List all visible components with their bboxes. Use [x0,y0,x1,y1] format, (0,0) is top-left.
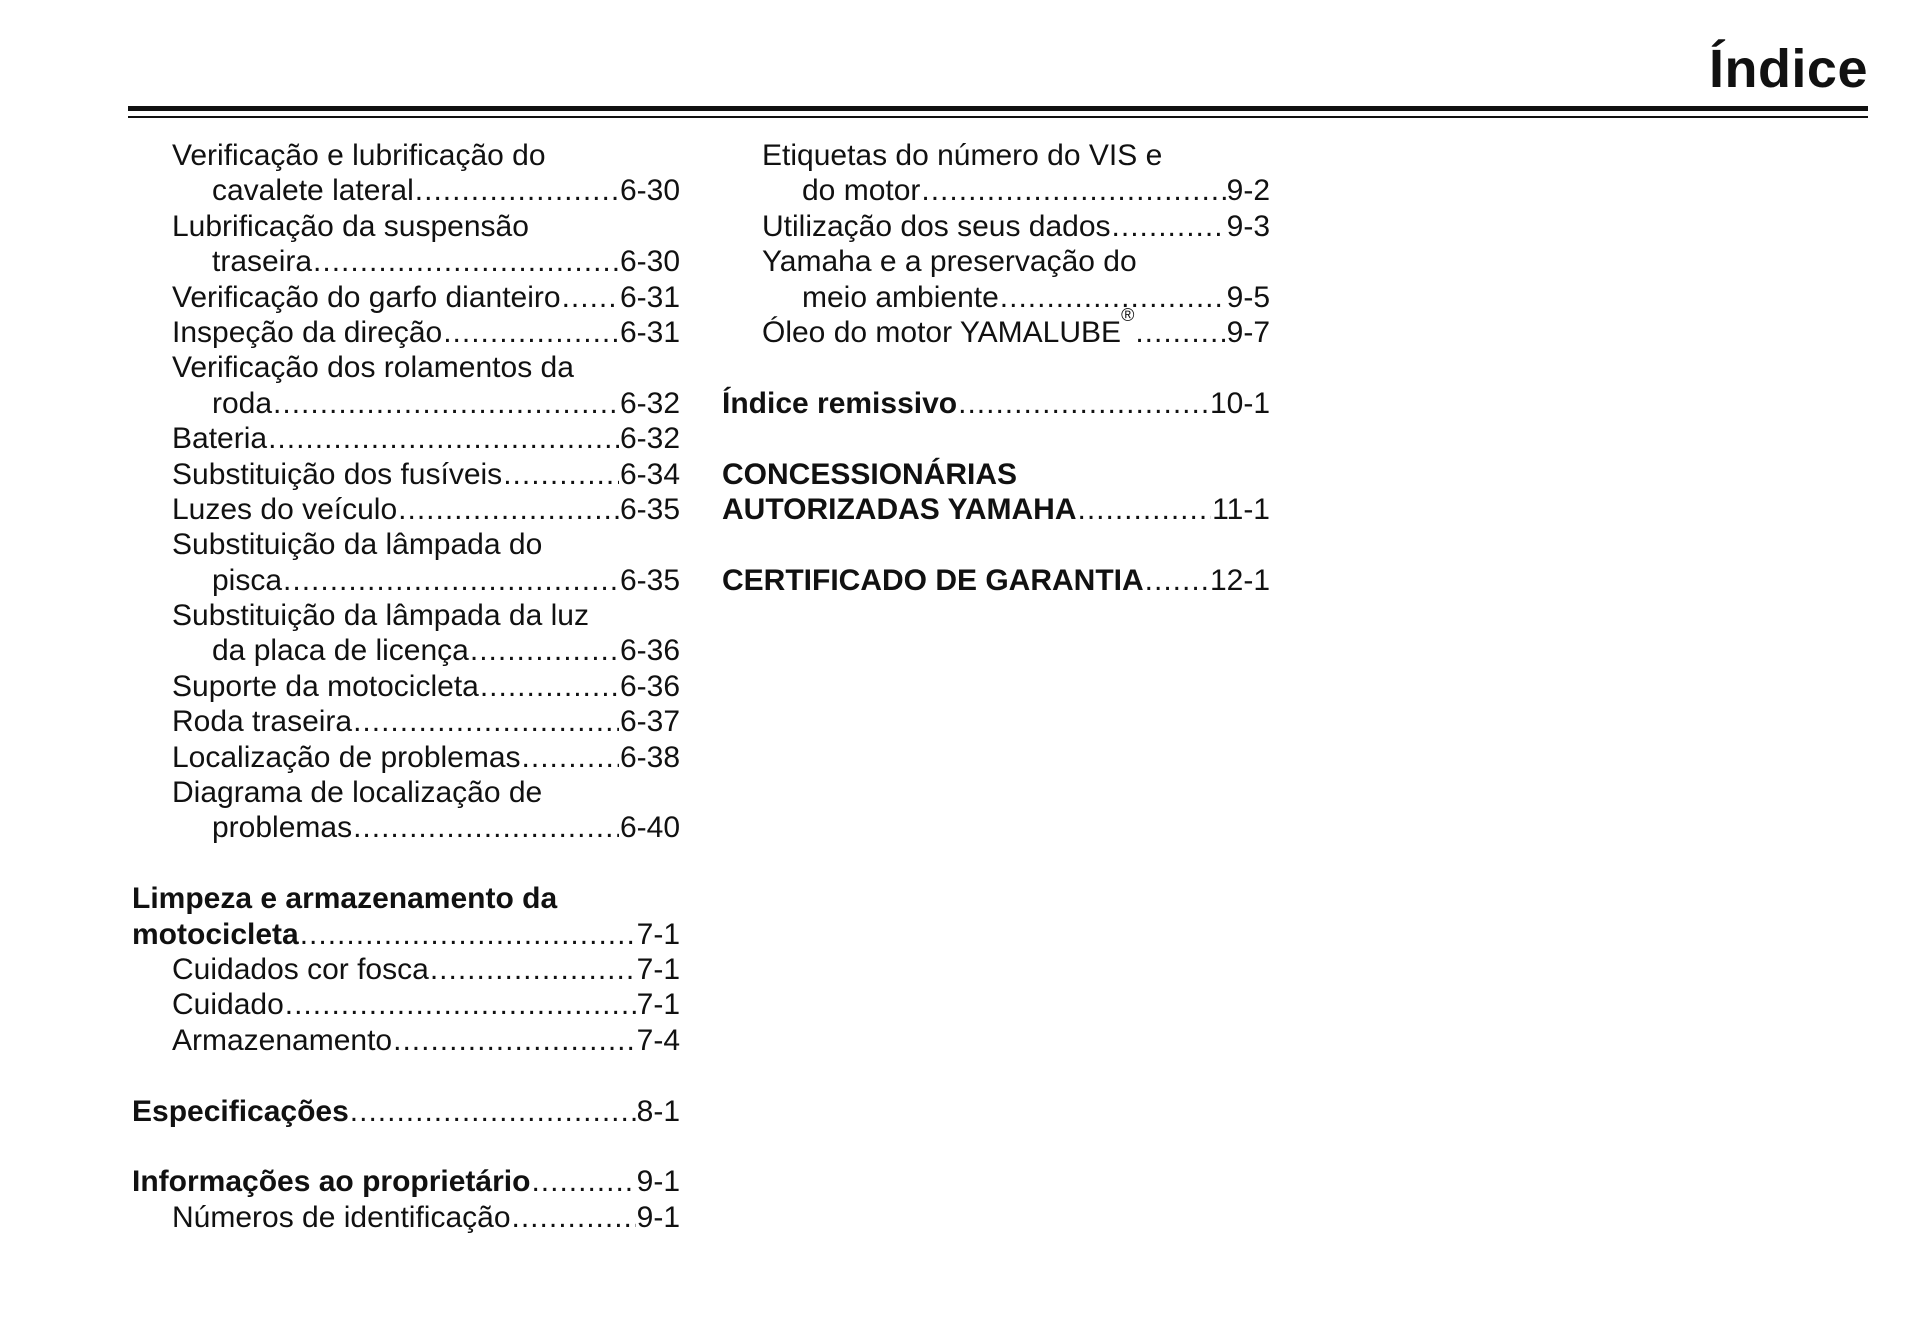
toc-page-number: 6-40 [619,811,680,845]
toc-page-number: 9-1 [636,1165,680,1199]
toc-section-entry[interactable] [132,173,680,208]
toc-page-number: 6-36 [619,669,680,703]
toc-entry-title: Cuidados cor fosca [172,952,429,986]
toc-spacer [722,421,1270,456]
toc-section-entry[interactable] [132,244,680,279]
toc-leader-dots [285,987,636,1022]
toc-entry-title: meio ambiente [802,280,999,314]
toc-leader-dots [283,563,619,598]
toc-section-entry[interactable] [722,138,1270,173]
toc-entry-title: pisca [212,563,283,597]
toc-page-number: 6-30 [619,245,680,279]
toc-entry-title: Diagrama de localização de [172,776,543,810]
toc-section-entry[interactable] [132,350,680,385]
toc-page-number: 6-30 [619,174,680,208]
toc-section-entry[interactable] [722,304,1270,350]
toc-leader-dots [1135,315,1225,350]
toc-page-number: 9-3 [1226,209,1270,243]
toc-page-number: 9-5 [1226,280,1270,314]
toc-chapter-entry[interactable] [722,386,1270,421]
toc-page-number: 6-35 [619,492,680,526]
toc-spacer [132,1058,680,1093]
toc-page-number: 6-38 [619,740,680,774]
toc-section-entry[interactable] [722,244,1270,279]
toc-section-entry[interactable] [132,386,680,421]
toc-leader-dots [353,704,619,739]
toc-chapter-entry[interactable] [722,563,1270,598]
toc-spacer [132,1129,680,1164]
toc-right-column [722,138,1270,598]
toc-section-entry[interactable] [132,209,680,244]
toc-entry-title: roda [212,386,273,420]
toc-chapter-entry[interactable] [132,1164,680,1199]
toc-section-entry[interactable] [132,1200,680,1235]
toc-leader-dots [353,810,619,845]
toc-section-entry[interactable] [132,633,680,668]
toc-entry-title: Bateria [172,422,268,456]
toc-section-entry[interactable] [132,280,680,315]
toc-page-number: 9-1 [636,1200,680,1234]
toc-entry-title: CONCESSIONÁRIAS [722,457,1018,491]
toc-leader-dots [531,1164,635,1199]
toc-entry-title: AUTORIZADAS YAMAHA [722,492,1077,526]
toc-leader-dots [503,457,619,492]
toc-section-entry[interactable] [722,173,1270,208]
toc-entry-title: Substituição da lâmpada do [172,528,543,562]
toc-entry-title: Inspeção da direção [172,315,443,349]
toc-section-entry[interactable] [132,492,680,527]
toc-section-entry[interactable] [132,1023,680,1058]
toc-chapter-entry[interactable] [722,457,1270,492]
toc-page-number: 7-1 [636,988,680,1022]
toc-page-number: 6-37 [619,705,680,739]
toc-leader-dots [1112,209,1226,244]
toc-entry-title: Localização de problemas [172,740,521,774]
toc-entry-title: Roda traseira [172,705,353,739]
toc-chapter-entry[interactable] [132,1094,680,1129]
header-rule-thin [128,116,1868,118]
registered-trademark-mark: ® [1121,304,1135,325]
toc-page-number: 6-34 [619,457,680,491]
toc-spacer [722,350,1270,385]
toc-leader-dots [958,386,1209,421]
toc-entry-title: Substituição da lâmpada da luz [172,599,589,633]
toc-entry-title: Lubrificação da suspensão [172,209,529,243]
toc-entry-title: Especificações [132,1094,349,1128]
toc-leader-dots [393,1023,636,1058]
toc-page-number: 6-32 [619,422,680,456]
toc-page-number: 6-35 [619,563,680,597]
toc-section-entry[interactable] [132,315,680,350]
toc-entry-title: Óleo do motor YAMALUBE® [762,304,1135,349]
toc-entry-title: Utilização dos seus dados [762,209,1111,243]
toc-entry-title: Limpeza e armazenamento da [132,882,558,916]
toc-chapter-entry[interactable] [132,917,680,952]
toc-leader-dots [562,280,619,315]
toc-leader-dots [398,492,619,527]
toc-chapter-entry[interactable] [722,492,1270,527]
toc-page-number: 6-31 [619,280,680,314]
toc-entry-title: Yamaha e a preservação do [762,245,1137,279]
toc-section-entry[interactable] [132,704,680,739]
toc-left-column [132,138,680,1235]
toc-entry-title: Verificação e lubrificação do [172,139,546,172]
toc-section-entry[interactable] [132,598,680,633]
header-rule-thick [128,106,1868,111]
toc-section-entry[interactable] [132,421,680,456]
toc-page-number: 12-1 [1209,563,1270,597]
toc-section-entry[interactable] [132,775,680,810]
toc-leader-dots [1077,492,1211,527]
toc-leader-dots [443,315,619,350]
toc-leader-dots [300,917,636,952]
toc-chapter-entry[interactable] [132,881,680,916]
toc-leader-dots [313,244,619,279]
toc-leader-dots [522,740,619,775]
toc-page-number: 7-4 [636,1023,680,1057]
toc-entry-title: traseira [212,245,313,279]
toc-entry-title: Números de identificação [172,1200,511,1234]
toc-leader-dots [268,421,619,456]
toc-page-number: 6-32 [619,386,680,420]
toc-page-number: 10-1 [1209,386,1270,420]
toc-leader-dots [430,952,636,987]
toc-section-entry[interactable] [132,740,680,775]
toc-section-entry[interactable] [132,952,680,987]
toc-entry-title: Armazenamento [172,1023,393,1057]
toc-entry-title: do motor [802,174,921,208]
toc-leader-dots [1000,280,1226,315]
page-title: Índice [1708,39,1868,99]
toc-entry-title: da placa de licença [212,634,469,668]
toc-section-entry[interactable] [132,138,680,173]
toc-page-number: 8-1 [636,1094,680,1128]
toc-page-number: 6-36 [619,634,680,668]
toc-section-entry[interactable] [132,987,680,1022]
toc-entry-title: Índice remissivo [722,386,958,420]
toc-entry-title: Luzes do veículo [172,492,398,526]
toc-entry-title: Etiquetas do número do VIS e [762,139,1163,172]
toc-page-number: 7-1 [636,917,680,951]
toc-leader-dots [415,173,619,208]
toc-page-number: 7-1 [636,952,680,986]
toc-section-entry[interactable] [722,280,1270,315]
toc-page-number: 9-2 [1226,174,1270,208]
toc-page-number: 11-1 [1212,492,1270,526]
toc-entry-title: Verificação do garfo dianteiro [172,280,561,314]
toc-section-entry[interactable] [132,669,680,704]
toc-section-entry[interactable] [722,209,1270,244]
toc-leader-dots [512,1200,636,1235]
toc-entry-title: cavalete lateral [212,174,414,208]
toc-section-entry[interactable] [132,527,680,562]
toc-leader-dots [350,1094,636,1129]
toc-entry-title: Suporte da motocicleta [172,669,479,703]
toc-page-number: 9-7 [1226,315,1270,349]
toc-leader-dots [921,173,1225,208]
toc-entry-title: Informações ao proprietário [132,1165,531,1199]
toc-page-number: 6-31 [619,315,680,349]
toc-leader-dots [470,633,619,668]
toc-entry-title: Cuidado [172,988,284,1022]
toc-section-entry[interactable] [132,563,680,598]
toc-leader-dots [273,386,619,421]
toc-entry-title: CERTIFICADO DE GARANTIA [722,563,1144,597]
toc-entry-title: Substituição dos fusíveis [172,457,503,491]
toc-section-entry[interactable] [132,457,680,492]
toc-leader-dots [1145,563,1209,598]
toc-section-entry[interactable] [132,810,680,845]
toc-spacer [722,527,1270,562]
toc-leader-dots [480,669,619,704]
toc-entry-title: motocicleta [132,917,299,951]
toc-entry-title: Verificação dos rolamentos da [172,351,574,385]
toc-entry-title: problemas [212,811,353,845]
toc-spacer [132,846,680,881]
